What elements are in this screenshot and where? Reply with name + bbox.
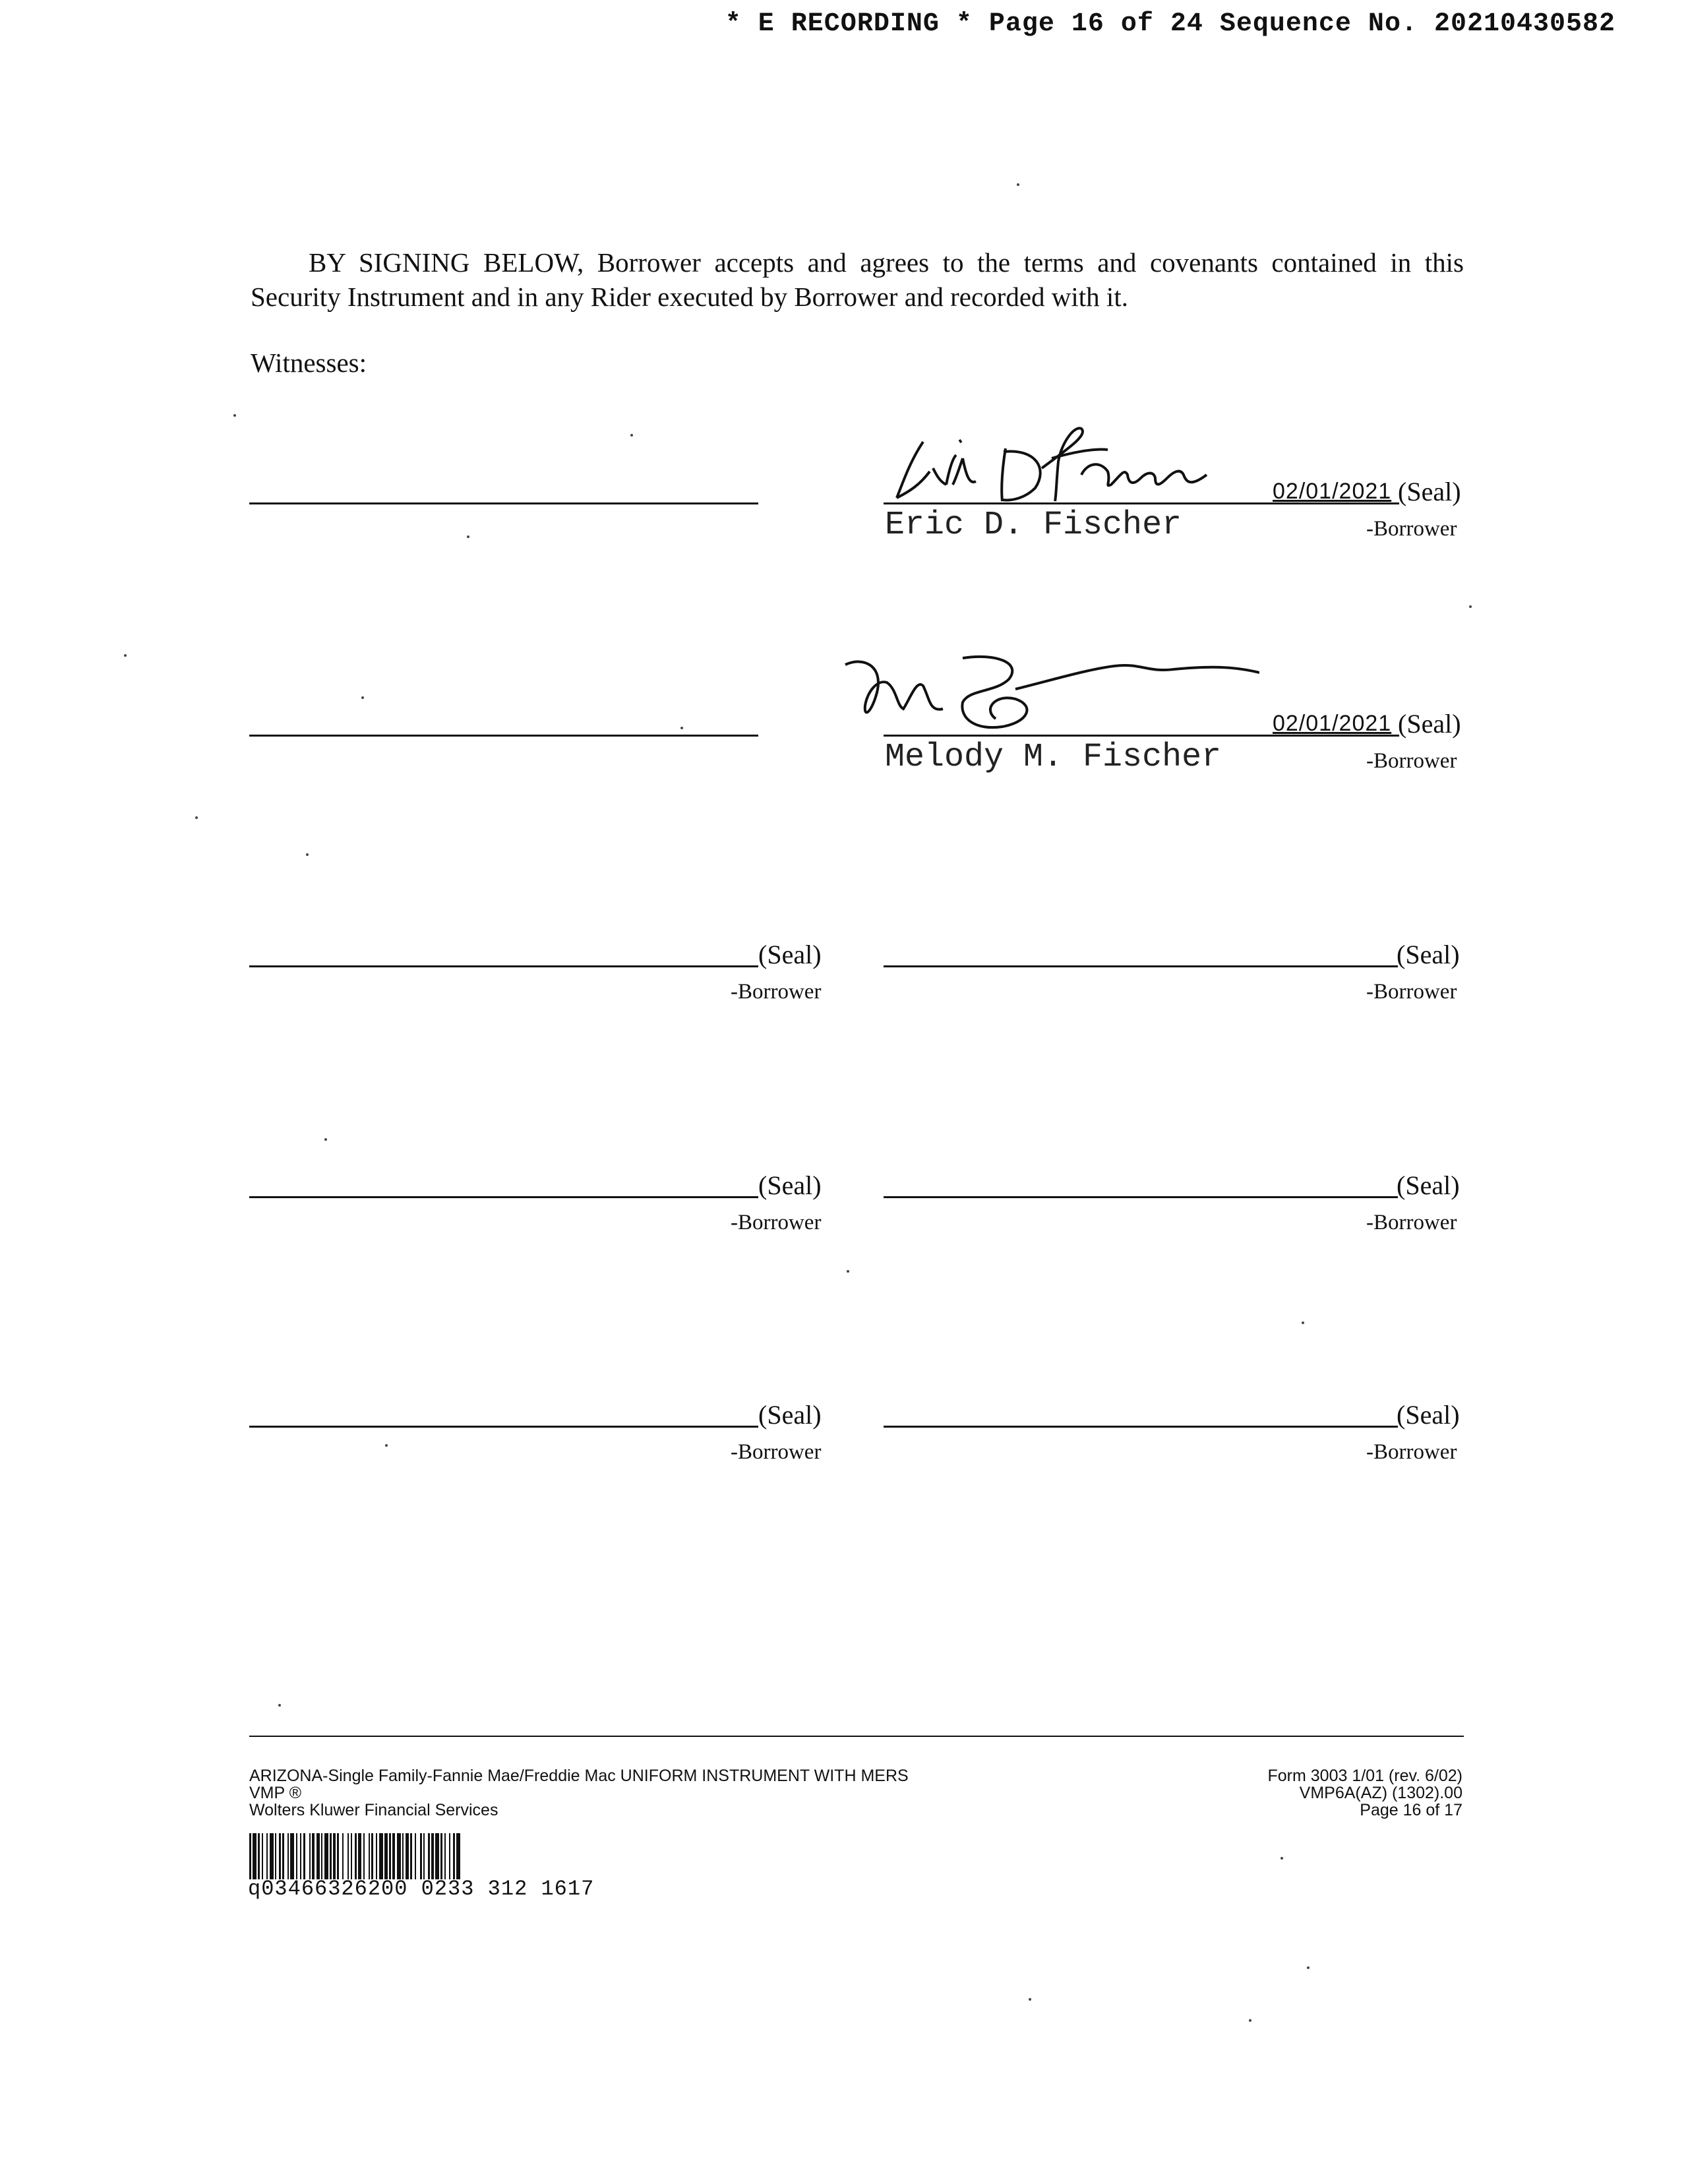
- seal-label-3r: (Seal): [1397, 940, 1460, 969]
- footer-page-number: Page 16 of 17: [1360, 1801, 1462, 1819]
- seal-label-3l: (Seal): [758, 940, 822, 969]
- borrower-label-melody-fischer: -Borrower: [1366, 749, 1457, 773]
- scan-speck: [385, 1444, 388, 1447]
- witnesses-label: Witnesses:: [251, 348, 367, 378]
- barcode: [249, 1833, 724, 1879]
- scan-speck: [847, 1270, 849, 1273]
- signature-date-melody-fischer: 02/01/2021: [1273, 711, 1392, 736]
- seal-label-melody-fischer: (Seal): [1398, 709, 1461, 739]
- scan-speck: [1029, 1998, 1031, 2001]
- borrower-label-5r: -Borrower: [1366, 1440, 1457, 1464]
- footer-publisher: Wolters Kluwer Financial Services: [249, 1801, 498, 1819]
- scan-speck: [195, 816, 198, 819]
- scan-speck: [124, 654, 127, 657]
- scan-speck: [467, 535, 469, 538]
- signature-eric-fischer: [884, 422, 1226, 508]
- footer-vmp-code: VMP6A(AZ) (1302).00: [1299, 1784, 1462, 1802]
- typed-name-eric-fischer: Eric D. Fischer: [885, 506, 1182, 544]
- signature-line-blank-4l: [249, 1196, 758, 1198]
- scan-speck: [361, 696, 364, 699]
- signature-line-blank-3r: [884, 965, 1398, 967]
- signature-date-eric-fischer: 02/01/2021: [1273, 479, 1392, 504]
- scan-speck: [630, 434, 633, 437]
- scan-speck: [680, 727, 683, 729]
- scan-speck: [324, 1138, 327, 1141]
- scan-speck: [233, 414, 236, 417]
- borrower-label-4l: -Borrower: [731, 1211, 822, 1234]
- scan-speck: [1469, 605, 1472, 608]
- borrower-label-3l: -Borrower: [731, 980, 822, 1004]
- seal-label-5r: (Seal): [1397, 1400, 1460, 1430]
- scan-speck: [1017, 183, 1019, 186]
- scan-speck: [278, 1704, 281, 1707]
- scan-speck: [1249, 2019, 1251, 2022]
- signature-melody-fischer: [837, 653, 1259, 739]
- typed-name-melody-fischer: Melody M. Fischer: [885, 739, 1222, 776]
- recording-header: * E RECORDING * Page 16 of 24 Sequence No. 20210430582: [725, 9, 1615, 39]
- borrower-label-4r: -Borrower: [1366, 1211, 1457, 1234]
- signing-statement: BY SIGNING BELOW, Borrower accepts and agrees to the terms and covenants contained in this Security Instrument and in any Rider executed by Borrower and recorded with it.: [251, 247, 1464, 312]
- scan-speck: [1281, 1857, 1283, 1860]
- footer-vmp-mark: VMP ®: [249, 1784, 302, 1802]
- signature-line-blank-3l: [249, 965, 758, 967]
- footer-form-description: [249, 1767, 909, 1819]
- borrower-label-eric-fischer: -Borrower: [1366, 517, 1457, 541]
- seal-label-4r: (Seal): [1397, 1170, 1460, 1200]
- footer-form-number: [1267, 1767, 1462, 1819]
- seal-label-4l: (Seal): [758, 1170, 822, 1200]
- scan-speck: [1307, 1966, 1310, 1969]
- signature-line-blank-4r: [884, 1196, 1398, 1198]
- barcode-number: q03466326200 0233 312 1617: [248, 1877, 595, 1901]
- scan-speck: [306, 853, 309, 856]
- borrower-label-3r: -Borrower: [1366, 980, 1457, 1004]
- seal-label-eric-fischer: (Seal): [1398, 477, 1461, 506]
- witness-line-1: [249, 502, 758, 504]
- signature-line-blank-5l: [249, 1426, 758, 1428]
- signature-line-blank-5r: [884, 1426, 1398, 1428]
- seal-label-5l: (Seal): [758, 1400, 822, 1430]
- borrower-label-5l: -Borrower: [731, 1440, 822, 1464]
- footer-form-title: ARIZONA-Single Family-Fannie Mae/Freddie Mac UNIFORM INSTRUMENT WITH MERS: [249, 1767, 909, 1785]
- footer-form-code: Form 3003 1/01 (rev. 6/02): [1267, 1767, 1462, 1785]
- footer-rule: [249, 1736, 1464, 1737]
- scan-speck: [1302, 1321, 1304, 1324]
- witness-line-2: [249, 735, 758, 737]
